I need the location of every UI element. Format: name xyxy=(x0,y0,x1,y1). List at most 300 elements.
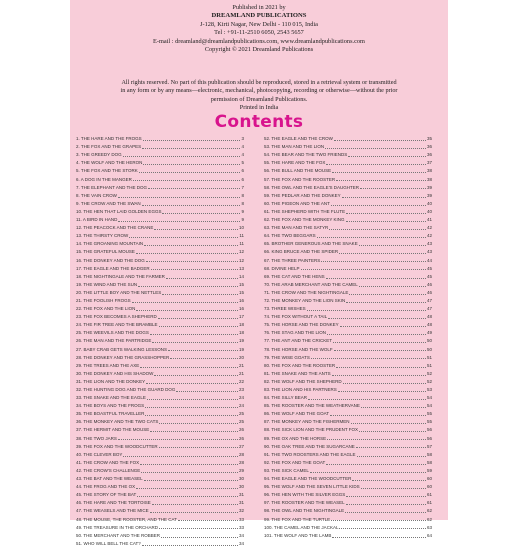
toc-entry-title: 52. THE EAGLE AND THE CROW xyxy=(264,136,333,142)
dot-leader xyxy=(346,302,426,303)
toc-entry xyxy=(264,255,432,263)
toc-entry-title: 35. THE BOASTFUL TRAVELLER xyxy=(76,411,145,417)
toc-entry xyxy=(264,353,432,361)
toc-entry xyxy=(264,150,432,158)
toc-entry xyxy=(264,215,432,223)
toc-entry-page: 43 xyxy=(426,249,432,255)
dot-leader xyxy=(154,229,238,230)
toc-entry-page: 37 xyxy=(426,160,432,166)
dot-leader xyxy=(146,383,238,384)
toc-entry-title: 2. THE FOX AND THE GRAPES xyxy=(76,144,142,150)
dot-leader xyxy=(336,180,426,181)
dot-leader xyxy=(346,213,426,214)
dot-leader xyxy=(154,375,238,376)
toc-entry xyxy=(76,409,244,417)
dot-leader xyxy=(118,439,238,440)
toc-entry-page: 33 xyxy=(238,524,244,530)
toc-entry-page: 25 xyxy=(238,411,244,417)
toc-entry xyxy=(264,361,432,369)
dot-leader xyxy=(118,197,241,198)
toc-entry xyxy=(76,336,244,344)
toc-entry xyxy=(76,142,244,150)
toc-entry-title: 6. A DOG IN THE MANGER xyxy=(76,176,132,182)
toc-entry-page: 27 xyxy=(238,443,244,449)
dot-leader xyxy=(333,342,426,343)
dot-leader xyxy=(137,496,238,497)
toc-entry xyxy=(76,264,244,272)
dot-leader xyxy=(339,253,426,254)
toc-entry xyxy=(264,199,432,207)
toc-entry xyxy=(264,296,432,304)
published-line: Published in 2021 by xyxy=(232,4,286,11)
toc-entry-page: 54 xyxy=(426,403,432,409)
toc-entry xyxy=(264,482,432,490)
toc-entry-title: 17. THE EAGLE AND THE BADGER xyxy=(76,265,150,271)
toc-entry xyxy=(264,280,432,288)
toc-entry-page: 4 xyxy=(241,152,244,158)
toc-entry-title: 89. THE OX AND THE HORSE xyxy=(264,435,327,441)
toc-entry-title: 47. THE WEASELS AND THE MICE xyxy=(76,508,149,514)
toc-entry-page: 17 xyxy=(238,314,244,320)
toc-entry-title: 94. THE EAGLE AND THE WOODCUTTER xyxy=(264,476,352,482)
toc-entry xyxy=(76,247,244,255)
toc-entry-title: 53. THE MAN AND THE LION xyxy=(264,144,325,150)
toc-entry-page: 20 xyxy=(238,354,244,360)
toc-entry-title: 44. THE FROG AND THE OX xyxy=(76,484,136,490)
toc-entry-page: 4 xyxy=(241,144,244,150)
publisher-block xyxy=(70,4,448,54)
toc-entry-page: 15 xyxy=(238,281,244,287)
toc-entry-page: 50 xyxy=(426,338,432,344)
toc-entry xyxy=(264,506,432,514)
toc-entry-title: 26. THE MAN AND THE PARTRIDGE xyxy=(76,338,152,344)
toc-entry-page: 3 xyxy=(241,136,244,142)
toc-entry-title: 69. THE CAT AND THE HENS xyxy=(264,273,325,279)
toc-entry-page: 8 xyxy=(241,192,244,198)
toc-entry xyxy=(76,223,244,231)
dot-leader xyxy=(162,213,240,214)
toc-entry-title: 34. THE BOYS AND THE FROGS xyxy=(76,403,145,409)
toc-entry-title: 75. THE HORSE AND THE DONKEY xyxy=(264,322,339,328)
toc-entry-title: 64. THE TWO BEGGARS xyxy=(264,233,316,239)
dot-leader xyxy=(151,269,238,270)
toc-entry-page: 26 xyxy=(238,427,244,433)
toc-entry-title: 15. THE GRATEFUL MOUSE xyxy=(76,249,135,255)
toc-entry-title: 28. THE DONKEY AND THE GRASSHOPPER xyxy=(76,354,170,360)
publisher-email: E-mail : dreamland@dreamlandpublications.com, www.dreamlandpublications.com xyxy=(153,37,365,45)
toc-entry xyxy=(264,231,432,239)
toc-entry xyxy=(76,288,244,296)
dot-leader xyxy=(152,342,238,343)
toc-entry xyxy=(264,328,432,336)
toc-entry xyxy=(264,401,432,409)
toc-entry xyxy=(264,498,432,506)
toc-entry-page: 16 xyxy=(238,306,244,312)
dot-leader xyxy=(166,278,238,279)
toc-entry-page: 52 xyxy=(426,370,432,376)
toc-entry xyxy=(76,272,244,280)
toc-entry-title: 87. THE MONKEY AND THE FISHERMEN xyxy=(264,419,350,425)
dot-leader xyxy=(336,367,426,368)
toc-entry xyxy=(264,320,432,328)
toc-entry-title: 46. THE HARE AND THE TORTOISE xyxy=(76,500,151,506)
toc-entry-page: 45 xyxy=(426,273,432,279)
dot-leader xyxy=(349,294,426,295)
dot-leader xyxy=(317,237,426,238)
toc-entry xyxy=(76,361,244,369)
toc-entry xyxy=(76,539,244,547)
toc-entry-page: 48 xyxy=(426,322,432,328)
dot-leader xyxy=(326,164,426,165)
dot-leader xyxy=(142,545,238,546)
toc-entry-page: 25 xyxy=(238,419,244,425)
toc-entry xyxy=(76,393,244,401)
toc-entry-page: 56 xyxy=(426,427,432,433)
toc-entry-title: 33. THE SNAKE AND THE EAGLE xyxy=(76,395,146,401)
toc-entry-page: 38 xyxy=(426,176,432,182)
toc-entry xyxy=(264,207,432,215)
toc-entry-page: 48 xyxy=(426,314,432,320)
toc-entry-page: 11 xyxy=(239,241,244,247)
toc-entry xyxy=(76,450,244,458)
toc-entry-title: 25. THE WEEVILS AND THE DOGS xyxy=(76,330,149,336)
dot-leader xyxy=(340,326,426,327)
toc-entry-title: 14. THE GROANING MOUNTAIN xyxy=(76,241,144,247)
toc-entry-page: 36 xyxy=(426,152,432,158)
toc-entry-title: 42. THE CROW'S CHALLENGE xyxy=(76,467,141,473)
toc-entry-title: 58. THE OWL AND THE EAGLE'S DAUGHTER xyxy=(264,184,360,190)
toc-entry xyxy=(76,490,244,498)
toc-entry-title: 91. THE TWO ROOSTERS AND THE EAGLE xyxy=(264,451,356,457)
toc-entry-title: 7. THE ELEPHANT AND THE DOG xyxy=(76,184,148,190)
dot-leader xyxy=(360,188,426,189)
dot-leader xyxy=(308,399,426,400)
toc-entry-page: 51 xyxy=(426,354,432,360)
toc-entry-page: 31 xyxy=(238,492,244,498)
dot-leader xyxy=(321,261,426,262)
toc-entry xyxy=(76,417,244,425)
dot-leader xyxy=(129,237,238,238)
toc-entry xyxy=(76,353,244,361)
toc-entry xyxy=(76,134,244,142)
toc-entry-title: 81. THE SNAKE AND THE ANTS xyxy=(264,370,331,376)
toc-entry-title: 55. THE HARE AND THE FOX xyxy=(264,160,326,166)
rights-line-2: in any form or by any means—electronic, mechanical, photocopying, recording or otherwise—without the prior xyxy=(120,87,398,95)
toc-entry-page: 51 xyxy=(426,362,432,368)
toc-entry-page: 34 xyxy=(238,540,244,546)
toc-entry xyxy=(76,183,244,191)
toc-entry-page: 10 xyxy=(238,225,244,231)
toc-entry-page: 43 xyxy=(426,241,432,247)
toc-entry xyxy=(264,183,432,191)
dot-leader xyxy=(330,415,426,416)
toc-entry xyxy=(264,239,432,247)
toc-entry-title: 78. THE HORSE AND THE WOLF xyxy=(264,346,333,352)
dot-leader xyxy=(123,156,241,157)
rights-line-1: All rights reserved. No part of this publication should be reproduced, stored in a retrieval system or transmitted xyxy=(121,79,397,86)
toc-entry xyxy=(76,296,244,304)
dot-leader xyxy=(359,431,426,432)
toc-entry-page: 39 xyxy=(426,192,432,198)
toc-entry-title: 76. THE STAG AND THE LION xyxy=(264,330,327,336)
toc-entry-page: 54 xyxy=(426,395,432,401)
toc-entry-page: 60 xyxy=(426,484,432,490)
toc-entry-title: 32. THE HUNTING DOG AND THE GUARD DOG xyxy=(76,387,176,392)
toc-entry xyxy=(264,304,432,312)
toc-entry xyxy=(76,482,244,490)
dot-leader xyxy=(158,318,238,319)
toc-entry-page: 8 xyxy=(241,200,244,206)
toc-entry-page: 28 xyxy=(238,459,244,465)
toc-entry-page: 30 xyxy=(238,476,244,482)
toc-entry-page: 45 xyxy=(426,265,432,271)
toc-entry-title: 99. THE FOX AND THE TURTLE xyxy=(264,516,331,522)
dot-leader xyxy=(339,528,426,529)
toc-entry-title: 100. THE CAMEL AND THE JACKAL xyxy=(264,524,339,530)
toc-entry xyxy=(76,207,244,215)
toc-entry xyxy=(264,450,432,458)
dot-leader xyxy=(326,464,426,465)
toc-column-right xyxy=(264,134,432,539)
publisher-name: DREAMLAND PUBLICATIONS xyxy=(211,12,307,20)
dot-leader xyxy=(136,253,238,254)
toc-entry xyxy=(76,506,244,514)
toc-entry xyxy=(264,523,432,531)
toc-entry-page: 61 xyxy=(426,492,432,498)
toc-entry xyxy=(76,312,244,320)
toc-entry-title: 98. THE OWL AND THE NIGHTINGALE xyxy=(264,508,345,514)
toc-entry-title: 29. THE TREES AND THE AXE xyxy=(76,362,140,368)
dot-leader xyxy=(140,367,238,368)
toc-entry-title: 71. THE CROW AND THE NIGHTINGALE xyxy=(264,289,349,295)
toc-entry-page: 15 xyxy=(238,289,244,295)
dot-leader xyxy=(359,286,426,287)
toc-entry-title: 88. THE SICK LION AND THE PRUDENT FOX xyxy=(264,427,359,433)
dot-leader xyxy=(159,423,238,424)
dot-leader xyxy=(348,156,426,157)
toc-entry-title: 16. THE DONKEY AND THE DOG xyxy=(76,257,145,263)
toc-entry-page: 16 xyxy=(238,297,244,303)
dot-leader xyxy=(311,358,426,359)
toc-entry-title: 70. THE ARAB MERCHANT AND THE CAMEL xyxy=(264,281,358,287)
toc-entry-page: 40 xyxy=(426,200,432,206)
printed-in: Printed in India xyxy=(239,104,279,112)
toc-entry-title: 63. THE MAN AND THE SATYR xyxy=(264,225,329,231)
dot-leader xyxy=(345,512,426,513)
dot-leader xyxy=(144,480,238,481)
rights-line-3: permission of Dreamland Publications. xyxy=(210,95,308,103)
toc-entry-page: 14 xyxy=(238,273,244,279)
toc-entry-page: 7 xyxy=(241,184,244,190)
toc-entry-page: 63 xyxy=(426,524,432,530)
toc-entry xyxy=(264,393,432,401)
dot-leader xyxy=(351,423,426,424)
toc-entry-title: 36. THE MONKEY AND THE TWO CATS xyxy=(76,419,159,425)
toc-entry-title: 20. THE LITTLE BOY AND THE NETTLES xyxy=(76,289,162,295)
toc-entry-page: 24 xyxy=(238,395,244,401)
toc-entry-page: 55 xyxy=(426,419,432,425)
toc-entry xyxy=(76,280,244,288)
toc-entry-title: 54. THE BEAR AND THE TWO FRIENDS xyxy=(264,152,348,158)
toc-entry xyxy=(264,344,432,352)
dot-leader xyxy=(326,278,426,279)
dot-leader xyxy=(178,520,238,521)
toc-entry-page: 18 xyxy=(238,330,244,336)
dot-leader xyxy=(140,464,238,465)
dot-leader xyxy=(150,431,238,432)
dot-leader xyxy=(150,512,238,513)
toc-entry-page: 6 xyxy=(241,168,244,174)
toc-entry-title: 43. THE BAT AND THE WEASEL xyxy=(76,476,143,482)
toc-entry xyxy=(76,239,244,247)
toc-entry-title: 65. BROTHER GENEROUS AND THE SNAKE xyxy=(264,241,358,247)
toc-entry-page: 22 xyxy=(238,378,244,384)
toc-entry xyxy=(264,312,432,320)
rights-notice xyxy=(80,79,438,113)
toc-entry-page: 13 xyxy=(238,265,244,271)
dot-leader xyxy=(357,456,426,457)
toc-entry-title: 19. THE WIND AND THE SUN xyxy=(76,281,138,287)
toc-entry xyxy=(264,385,432,393)
toc-entry-page: 47 xyxy=(426,306,432,312)
toc-entry-page: 26 xyxy=(238,435,244,441)
toc-entry-title: 97. THE ROOSTER AND THE WEASEL xyxy=(264,500,345,506)
toc-entry-page: 35 xyxy=(426,136,432,142)
dot-leader xyxy=(143,164,240,165)
dot-leader xyxy=(144,245,238,246)
copyright-line: Copyright © 2021 Dreamland Publications xyxy=(204,46,314,54)
toc-entry xyxy=(76,385,244,393)
toc-entry xyxy=(264,272,432,280)
toc-entry-page: 9 xyxy=(241,217,244,223)
dot-leader xyxy=(346,504,426,505)
dot-leader xyxy=(150,334,238,335)
toc-entry-title: 51. WHO WILL BELL THE CAT? xyxy=(76,540,141,546)
toc-entry-page: 34 xyxy=(238,532,244,538)
toc-entry-page: 57 xyxy=(426,443,432,449)
toc-entry-page: 62 xyxy=(426,516,432,522)
dot-leader xyxy=(361,407,426,408)
toc-entry-page: 64 xyxy=(426,532,432,538)
toc-entry-title: 38. THE TWO JARS xyxy=(76,435,117,441)
dot-leader xyxy=(148,188,240,189)
toc-entry xyxy=(264,142,432,150)
dot-leader xyxy=(118,221,240,222)
toc-entry-title: 8. THE VAIN CROW xyxy=(76,192,117,198)
toc-entry xyxy=(264,442,432,450)
toc-entry xyxy=(264,490,432,498)
toc-entry xyxy=(76,320,244,328)
toc-entry-page: 58 xyxy=(426,459,432,465)
toc-entry xyxy=(76,458,244,466)
toc-entry-title: 40. THE CLEVER BOY xyxy=(76,451,123,457)
toc-entry-title: 96. THE HEN WITH THE SILVER EGGS xyxy=(264,492,346,498)
toc-entry xyxy=(264,288,432,296)
dot-leader xyxy=(159,447,238,448)
dot-leader xyxy=(143,140,241,141)
toc-entry xyxy=(76,158,244,166)
toc-entry-page: 36 xyxy=(426,144,432,150)
toc-entry-page: 23 xyxy=(238,387,244,392)
toc-entry xyxy=(264,158,432,166)
dot-leader xyxy=(332,172,426,173)
toc-entry xyxy=(264,474,432,482)
toc-entry xyxy=(76,255,244,263)
dot-leader xyxy=(359,245,426,246)
toc-entry-title: 92. THE FOX AND THE GOAT xyxy=(264,459,326,465)
dot-leader xyxy=(328,318,426,319)
publisher-tel: Tel : +91-11-2510 6050, 2543 5657 xyxy=(214,29,304,37)
toc-entry xyxy=(76,466,244,474)
toc-entry-page: 44 xyxy=(426,257,432,263)
toc-entry-page: 56 xyxy=(426,435,432,441)
toc-entry xyxy=(264,191,432,199)
toc-entry-title: 37. THE HERMIT AND THE MOUSE xyxy=(76,427,150,433)
dot-leader xyxy=(327,439,426,440)
toc-entry-page: 11 xyxy=(239,233,244,239)
toc-entry-title: 80. THE FOX AND THE ROOSTER xyxy=(264,362,336,368)
dot-leader xyxy=(147,399,238,400)
toc-entry xyxy=(264,417,432,425)
dot-leader xyxy=(327,334,426,335)
toc-entry-title: 27. BABY CRAB GETS WALKING LESSONS xyxy=(76,346,168,352)
toc-entry-title: 22. THE FOX AND THE LION xyxy=(76,306,136,312)
toc-entry-page: 55 xyxy=(426,411,432,417)
toc-entry-page: 30 xyxy=(238,484,244,490)
toc-entry xyxy=(76,433,244,441)
toc-entry-page: 46 xyxy=(426,289,432,295)
toc-entry-title: 49. THE TREASURE IN THE ORCHARD xyxy=(76,524,159,530)
toc-entry-page: 39 xyxy=(426,184,432,190)
toc-entry-page: 62 xyxy=(426,508,432,514)
toc-entry xyxy=(76,174,244,182)
toc-entry-page: 21 xyxy=(238,362,244,368)
toc-entry-title: 9. THE CROW AND THE SWAN xyxy=(76,200,141,206)
toc-entry-title: 11. A BIRD IN HAND xyxy=(76,217,118,223)
toc-entry xyxy=(76,531,244,539)
dot-leader xyxy=(138,286,238,287)
toc-entry xyxy=(76,442,244,450)
contents-heading: Contents xyxy=(214,112,304,132)
toc-entry-title: 39. THE FOX AND THE WOODCUTTER xyxy=(76,443,158,449)
dot-leader xyxy=(332,537,426,538)
toc-column-left xyxy=(76,134,244,547)
toc-entry xyxy=(76,425,244,433)
toc-entry-title: 48. THE MOUSE, THE ROOSTER, AND THE CAT xyxy=(76,516,177,522)
toc-entry-title: 93. THE SICK CAMEL xyxy=(264,467,309,473)
toc-entry-title: 30. THE DONKEY AND HIS SHADOW xyxy=(76,370,154,376)
toc-entry-page: 5 xyxy=(241,160,244,166)
dot-leader xyxy=(307,310,426,311)
toc-entry xyxy=(76,231,244,239)
toc-entry-page: 24 xyxy=(238,403,244,409)
toc-entry-page: 19 xyxy=(238,346,244,352)
toc-entry-page: 21 xyxy=(238,370,244,376)
dot-leader xyxy=(343,383,426,384)
dot-leader xyxy=(161,537,238,538)
toc-entry-title: 101. THE WOLF AND THE LAMB xyxy=(264,532,332,538)
toc-entry-page: 42 xyxy=(426,225,432,231)
dot-leader xyxy=(331,205,426,206)
dot-leader xyxy=(136,488,238,489)
toc-entry xyxy=(76,328,244,336)
toc-entry xyxy=(76,498,244,506)
toc-entry-page: 12 xyxy=(238,249,244,255)
dot-leader xyxy=(145,415,238,416)
dot-leader xyxy=(310,472,426,473)
toc-entry-title: 59. THE PEDLAR AND THE DONKEY xyxy=(264,192,341,198)
toc-entry-page: 47 xyxy=(426,297,432,303)
